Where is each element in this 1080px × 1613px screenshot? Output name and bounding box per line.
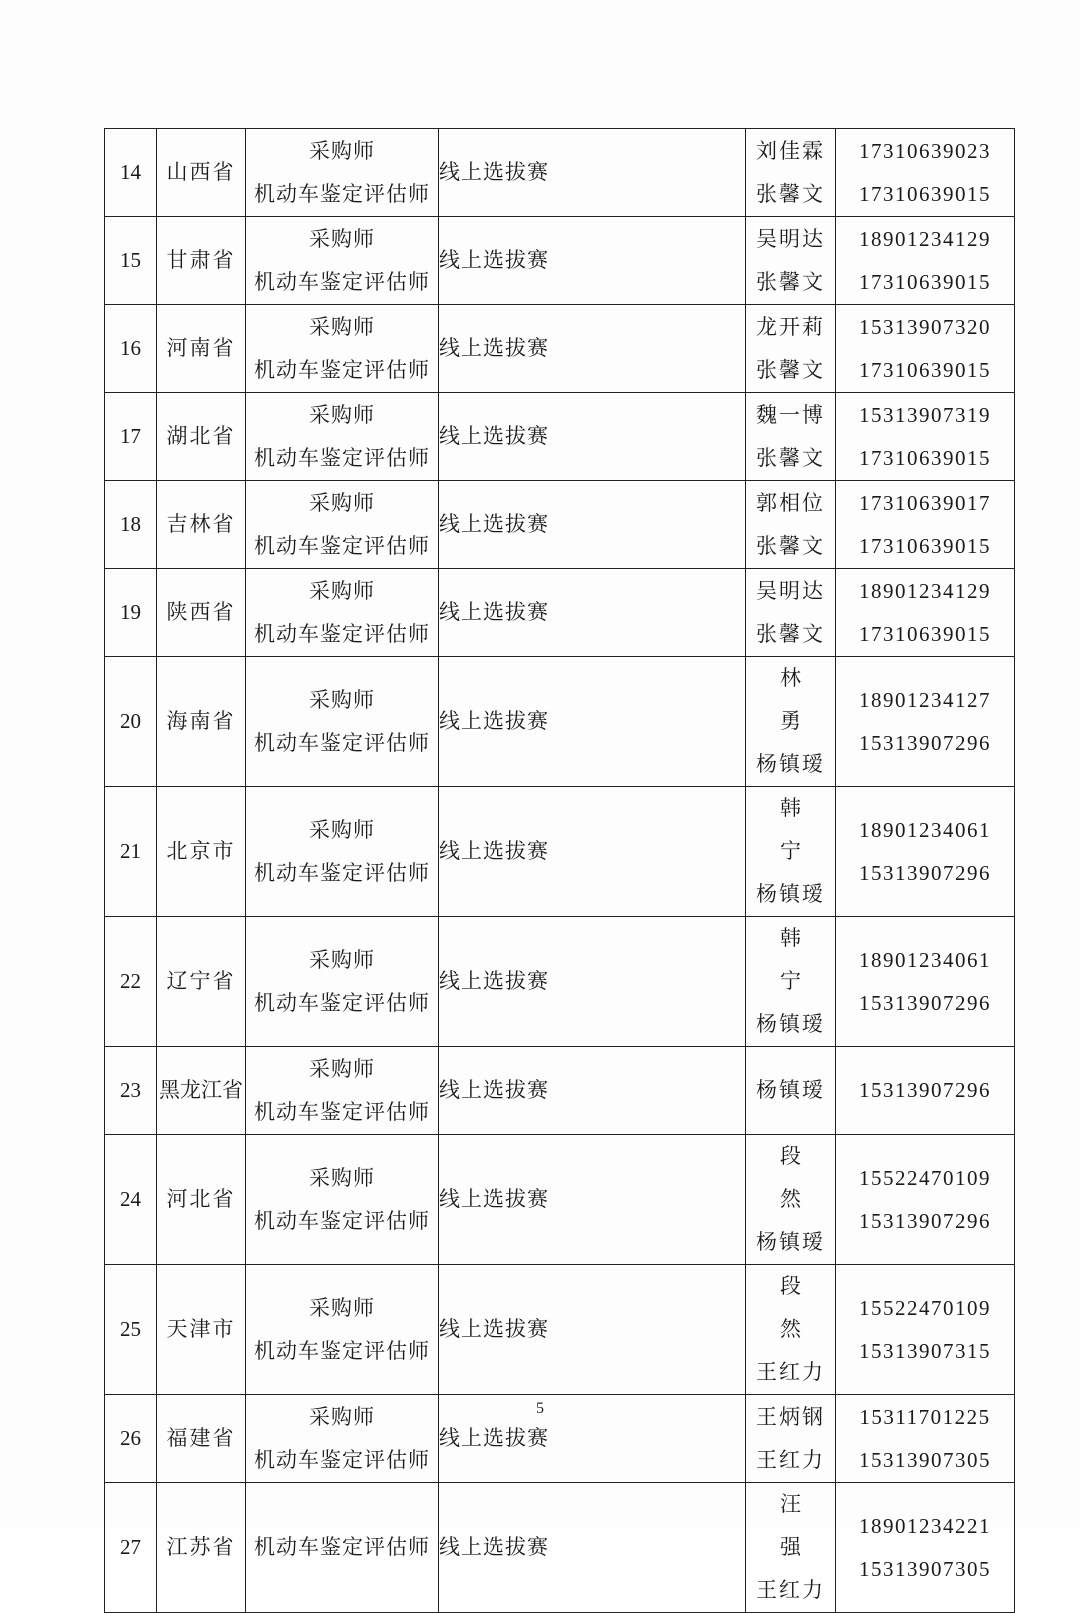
table-row: [105, 787, 1015, 917]
occupation-line-1: 采购师: [309, 817, 375, 842]
contact-name: 张馨文: [756, 269, 825, 294]
contact-name: 张馨文: [756, 621, 825, 646]
stage-cell: 线上选拔赛: [439, 1135, 746, 1265]
contact-name: 韩宁: [780, 796, 823, 863]
stage-cell: 线上选拔赛: [439, 1265, 746, 1395]
province-cell: 北京市: [157, 787, 246, 917]
contact-phone-cell: [836, 1265, 1015, 1395]
contact-phone: 15313907305: [859, 1447, 991, 1472]
occupation-line-1: 采购师: [309, 1295, 375, 1320]
province-cell: 陕西省: [157, 569, 246, 657]
stage-cell: 线上选拔赛: [439, 1047, 746, 1135]
stage-cell: 线上选拔赛: [439, 657, 746, 787]
province-cell: 湖北省: [157, 393, 246, 481]
stage-cell: 线上选拔赛: [439, 787, 746, 917]
row-number: 27: [105, 1483, 157, 1613]
row-number: 24: [105, 1135, 157, 1265]
contact-phone-cell: [836, 217, 1015, 305]
contact-name: 张馨文: [756, 445, 825, 470]
contact-name-cell: [746, 305, 836, 393]
contact-name: 杨镇瑷: [756, 1230, 825, 1254]
province-cell: 辽宁省: [157, 917, 246, 1047]
contact-phone-cell: [836, 393, 1015, 481]
contact-name: 段然: [780, 1274, 823, 1341]
table-body: [105, 129, 1015, 1613]
province-cell: 河北省: [157, 1135, 246, 1265]
contact-name: 魏一博: [756, 402, 825, 427]
contact-phone-cell: [836, 787, 1015, 917]
contact-phone: 18901234221: [859, 1513, 991, 1538]
stage-cell: 线上选拔赛: [439, 569, 746, 657]
contact-phone: 15313907320: [859, 314, 991, 339]
occupation-line-1: 采购师: [309, 138, 375, 163]
table-row: [105, 657, 1015, 787]
row-number: 22: [105, 917, 157, 1047]
contact-name: 刘佳霖: [756, 138, 825, 163]
contact-phone-cell: [836, 305, 1015, 393]
contact-name: 张馨文: [756, 533, 825, 558]
contact-phone: 18901234061: [859, 817, 991, 842]
row-number: 14: [105, 129, 157, 217]
occupation-cell: [246, 787, 439, 917]
occupation-line-2: 机动车鉴定评估师: [254, 533, 430, 558]
contact-phone: 17310639015: [859, 533, 991, 558]
row-number: 17: [105, 393, 157, 481]
contact-phone: 17310639023: [859, 138, 991, 163]
province-cell: 河南省: [157, 305, 246, 393]
occupation-cell: [246, 393, 439, 481]
occupation-cell: [246, 569, 439, 657]
contact-phone-cell: [836, 1483, 1015, 1613]
province-cell: 天津市: [157, 1265, 246, 1395]
row-number: 18: [105, 481, 157, 569]
contact-phone: 18901234129: [859, 226, 991, 251]
occupation-line-2: 机动车鉴定评估师: [254, 181, 430, 206]
contact-phone-cell: [836, 481, 1015, 569]
contact-name: 林勇: [780, 666, 823, 733]
province-cell: 黑龙江省: [157, 1047, 246, 1135]
occupation-cell: [246, 657, 439, 787]
table-row: [105, 481, 1015, 569]
contact-name-cell: [746, 1265, 836, 1395]
table-row: [105, 917, 1015, 1047]
occupation-line-2: 机动车鉴定评估师: [254, 730, 430, 755]
contact-name: 王红力: [756, 1360, 825, 1384]
table-row: [105, 1483, 1015, 1613]
stage-cell: 线上选拔赛: [439, 129, 746, 217]
occupation-line-2: 机动车鉴定评估师: [254, 445, 430, 470]
contact-name-cell: [746, 657, 836, 787]
contact-name: 吴明达: [756, 226, 825, 251]
contact-name: 张馨文: [756, 357, 825, 382]
contact-name: 王红力: [756, 1447, 825, 1472]
contact-phone: 18901234061: [859, 947, 991, 972]
stage-cell: 线上选拔赛: [439, 305, 746, 393]
occupation-cell: [246, 1135, 439, 1265]
table-row: [105, 305, 1015, 393]
contact-name-cell: [746, 217, 836, 305]
row-number: 25: [105, 1265, 157, 1395]
occupation-cell: [246, 917, 439, 1047]
occupation-line-1: 采购师: [309, 226, 375, 251]
row-number: 16: [105, 305, 157, 393]
occupation-line-2: 机动车鉴定评估师: [254, 1447, 430, 1472]
contact-name-cell: [746, 129, 836, 217]
row-number: 26: [105, 1395, 157, 1483]
stage-cell: 线上选拔赛: [439, 481, 746, 569]
contact-name: 王炳钢: [756, 1404, 825, 1429]
occupation-cell: [246, 1047, 439, 1135]
contact-name-cell: [746, 481, 836, 569]
table-row: [105, 217, 1015, 305]
row-number: 20: [105, 657, 157, 787]
occupation-line-2: 机动车鉴定评估师: [254, 1208, 430, 1233]
table-row: [105, 1047, 1015, 1135]
stage-cell: 线上选拔赛: [439, 917, 746, 1047]
contact-phone: 15313907296: [859, 1078, 991, 1102]
contact-name-cell: [746, 787, 836, 917]
occupation-line-2: 机动车鉴定评估师: [254, 357, 430, 382]
contact-phone: 15311701225: [859, 1404, 991, 1429]
contact-phone-cell: [836, 1135, 1015, 1265]
occupation-line-2: 机动车鉴定评估师: [254, 621, 430, 646]
contact-name: 吴明达: [756, 578, 825, 603]
province-cell: 江苏省: [157, 1483, 246, 1613]
occupation-cell: [246, 481, 439, 569]
occupation-line-1: 采购师: [309, 490, 375, 515]
row-number: 23: [105, 1047, 157, 1135]
occupation-line-1: 采购师: [309, 314, 375, 339]
contact-name-cell: [746, 1135, 836, 1265]
occupation-cell: [246, 1265, 439, 1395]
stage-cell: 线上选拔赛: [439, 393, 746, 481]
contact-phone: 15313907319: [859, 402, 991, 427]
table-row: [105, 1135, 1015, 1265]
contact-name: 段然: [780, 1144, 823, 1211]
table-row: [105, 393, 1015, 481]
contact-name: 汪强: [780, 1492, 823, 1559]
contact-phone: 17310639015: [859, 621, 991, 646]
stage-cell: 线上选拔赛: [439, 1483, 746, 1613]
contact-phone: 15313907315: [859, 1338, 991, 1363]
contact-phone: 17310639015: [859, 269, 991, 294]
contact-name: 张馨文: [756, 181, 825, 206]
stage-cell: 线上选拔赛: [439, 217, 746, 305]
contact-phone: 15313907296: [859, 1208, 991, 1233]
row-number: 15: [105, 217, 157, 305]
occupation-line-2: 机动车鉴定评估师: [254, 990, 430, 1015]
occupation-cell: [246, 1483, 439, 1613]
contact-name: 杨镇瑷: [756, 1078, 825, 1102]
contact-phone: 15313907305: [859, 1556, 991, 1581]
occupation-line-1: 采购师: [309, 1165, 375, 1190]
page-number: 5: [536, 1400, 544, 1417]
contact-phone-cell: [836, 1047, 1015, 1135]
contact-phone-cell: [836, 917, 1015, 1047]
occupation-cell: [246, 129, 439, 217]
contact-name-cell: [746, 1047, 836, 1135]
contact-name: 王红力: [756, 1578, 825, 1602]
contact-phone: 18901234127: [859, 687, 991, 712]
occupation-line-1: 采购师: [309, 1056, 375, 1081]
province-cell: 福建省: [157, 1395, 246, 1483]
contact-phone: 17310639015: [859, 357, 991, 382]
table-row: [105, 129, 1015, 217]
occupation-line-2: 机动车鉴定评估师: [254, 269, 430, 294]
contact-phone-cell: [836, 129, 1015, 217]
row-number: 19: [105, 569, 157, 657]
contact-name-cell: [746, 393, 836, 481]
province-cell: 海南省: [157, 657, 246, 787]
contact-phone: 15522470109: [859, 1295, 991, 1320]
contact-name: 郭相位: [756, 490, 825, 515]
occupation-line-2: 机动车鉴定评估师: [254, 860, 430, 885]
occupation-line-1: 采购师: [309, 687, 375, 712]
stage-cell: 线上选拔赛: [439, 1395, 746, 1483]
occupation-cell: [246, 305, 439, 393]
contact-phone-cell: [836, 569, 1015, 657]
contact-name: 韩宁: [780, 926, 823, 993]
contact-phone: 17310639015: [859, 445, 991, 470]
occupation-line-2: 机动车鉴定评估师: [254, 1338, 430, 1363]
contest-contact-table: [104, 128, 1015, 1613]
contact-name-cell: [746, 569, 836, 657]
province-cell: 甘肃省: [157, 217, 246, 305]
contact-name: 杨镇瑷: [756, 1012, 825, 1036]
contact-phone: 15313907296: [859, 860, 991, 885]
row-number: 21: [105, 787, 157, 917]
contact-name: 龙开莉: [756, 314, 825, 339]
occupation-line-1: 采购师: [309, 947, 375, 972]
contact-phone: 17310639017: [859, 490, 991, 515]
occupation-line-1: 采购师: [309, 402, 375, 427]
table-row: [105, 1265, 1015, 1395]
table-row: [105, 569, 1015, 657]
occupation-cell: [246, 217, 439, 305]
contact-phone: 15522470109: [859, 1165, 991, 1190]
contact-phone: 15313907296: [859, 990, 991, 1015]
occupation-line-2: 机动车鉴定评估师: [254, 1099, 430, 1124]
contact-name: 杨镇瑷: [756, 752, 825, 776]
contact-name-cell: [746, 1483, 836, 1613]
province-cell: 吉林省: [157, 481, 246, 569]
province-cell: 山西省: [157, 129, 246, 217]
occupation-line-1: 采购师: [309, 578, 375, 603]
contact-phone: 15313907296: [859, 730, 991, 755]
contact-name: 杨镇瑷: [756, 882, 825, 906]
contact-phone: 18901234129: [859, 578, 991, 603]
contact-name-cell: [746, 917, 836, 1047]
contact-phone-cell: [836, 657, 1015, 787]
contact-phone: 17310639015: [859, 181, 991, 206]
occupation-line-2: 机动车鉴定评估师: [254, 1535, 430, 1559]
occupation-line-1: 采购师: [309, 1404, 375, 1429]
